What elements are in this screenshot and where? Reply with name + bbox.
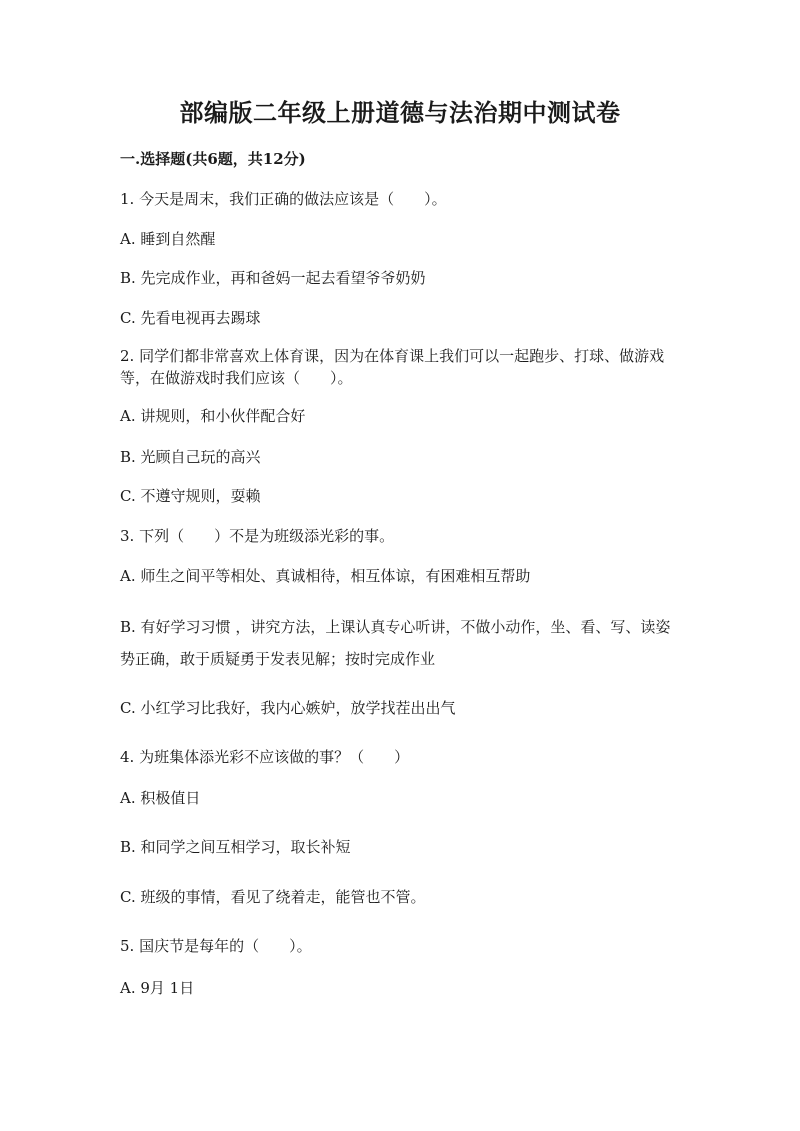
question-3-stem: 3. 下列（ ）不是为班级添光彩的事。 (120, 527, 395, 545)
question-3-option-a: A. 师生之间平等相处、真诚相待，相互体谅，有困难相互帮助 (120, 567, 531, 585)
question-1-option-b: B. 先完成作业，再和爸妈一起去看望爷爷奶奶 (120, 269, 426, 287)
question-2-stem: 2. 同学们都非常喜欢上体育课，因为在体育课上我们可以一起跑步、打球、做游戏等，在做游戏时我们应该（ ）。 (120, 347, 665, 387)
question-5-stem: 5. 国庆节是每年的（ ）。 (120, 937, 312, 955)
question-4-stem: 4. 为班集体添光彩不应该做的事？（ ） (120, 748, 410, 766)
question-3-option-c: C. 小红学习比我好，我内心嫉妒，放学找茬出出气 (120, 699, 456, 717)
question-2-option-a: A. 讲规则，和小伙伴配合好 (120, 407, 306, 425)
question-3-option-b: B. 有好学习习惯 ，讲究方法，上课认真专心听讲，不做小动作，坐、看、写、读姿势正确，敢于质疑勇于发表见解；按时完成作业 (120, 618, 671, 668)
question-4-option-c: C. 班级的事情，看见了绕着走，能管也不管。 (120, 888, 426, 906)
question-5-option-a: A. 9月 1日 (120, 979, 195, 997)
question-1-option-c: C. 先看电视再去踢球 (120, 309, 261, 327)
question-4-option-a: A. 积极值日 (120, 789, 201, 807)
question-2-option-c: C. 不遵守规则，耍赖 (120, 487, 261, 505)
question-1-option-a: A. 睡到自然醒 (120, 230, 216, 248)
section-heading: 一.选择题(共6题，共12分) (120, 150, 306, 168)
question-1-stem: 1. 今天是周末，我们正确的做法应该是（ ）。 (120, 190, 447, 208)
question-2-option-b: B. 光顾自己玩的高兴 (120, 448, 261, 466)
question-4-option-b: B. 和同学之间互相学习，取长补短 (120, 838, 351, 856)
page-title: 部编版二年级上册道德与法治期中测试卷 (179, 98, 621, 127)
